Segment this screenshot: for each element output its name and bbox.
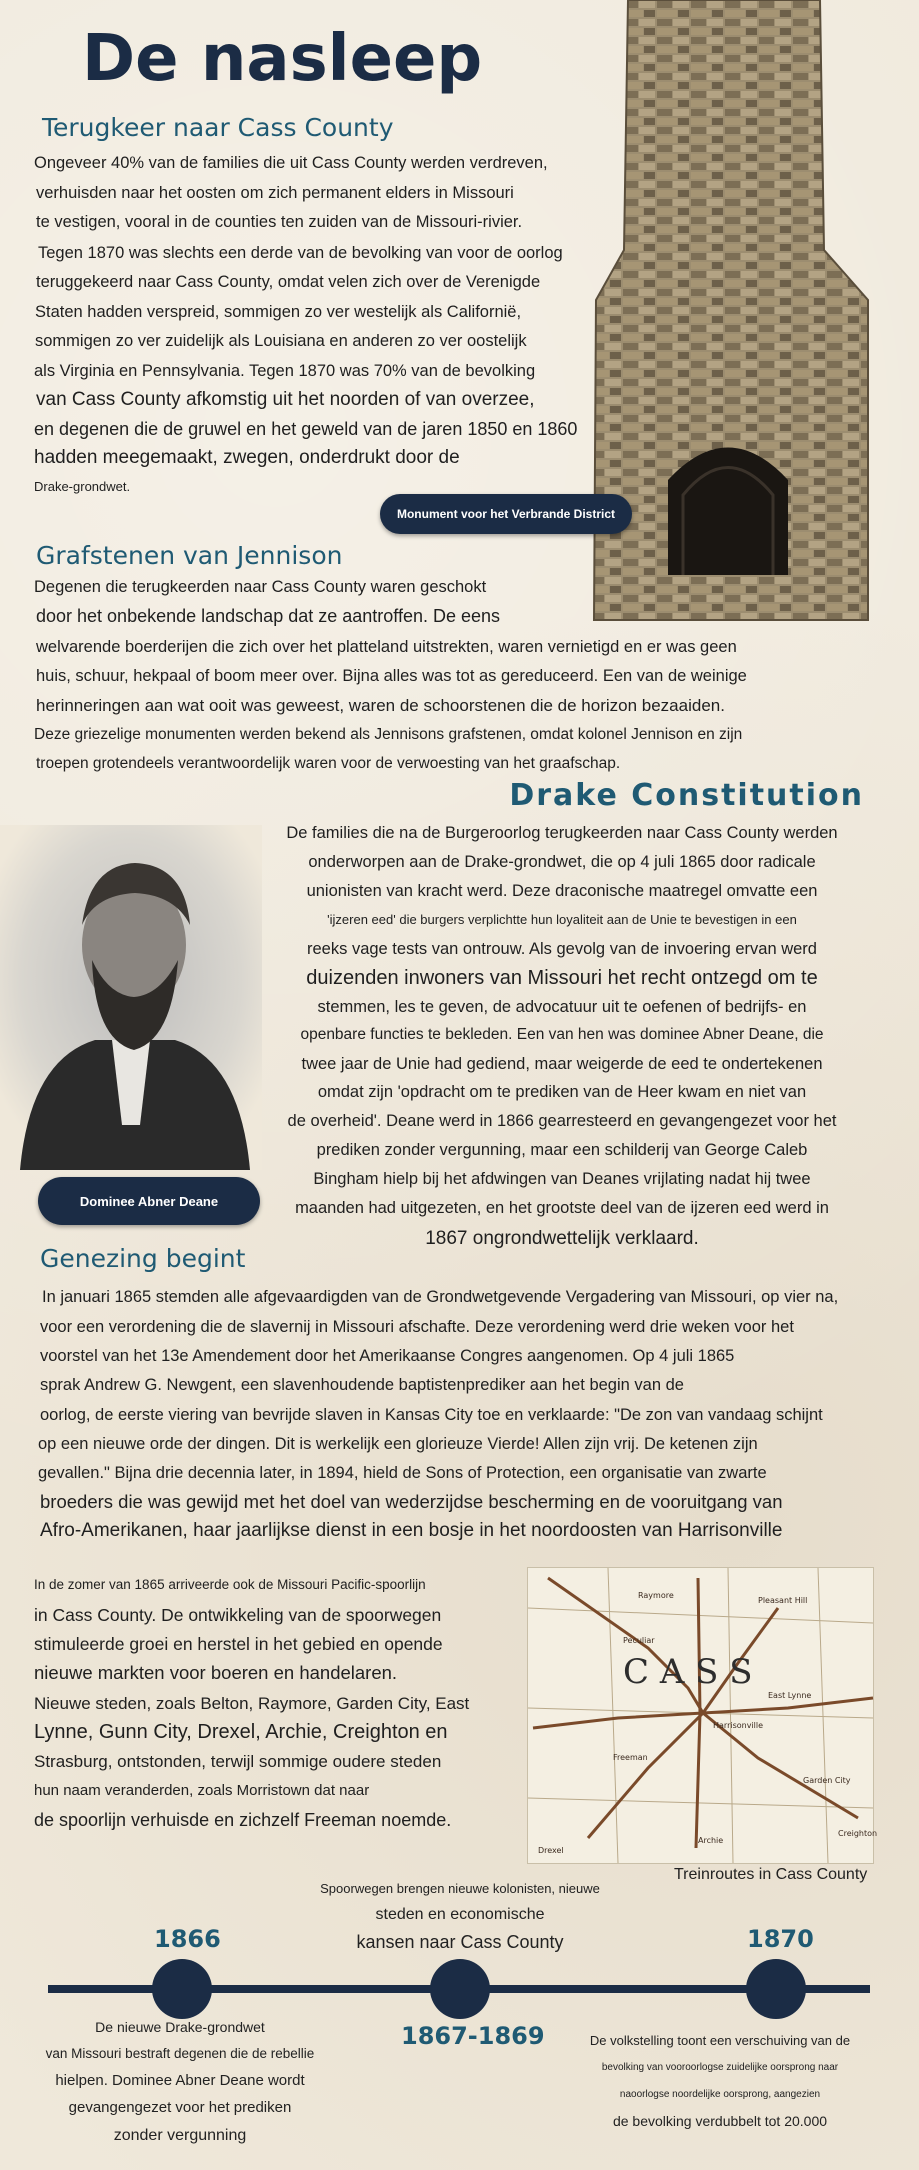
- drake-line: 1867 ongrondwettelijk verklaard.: [425, 1228, 699, 1249]
- timeline-marker[interactable]: [430, 1959, 490, 2019]
- timeline-1870-line: de bevolking verdubbelt tot 20.000: [612, 2113, 828, 2129]
- map-town-label: Garden City: [803, 1776, 851, 1785]
- drake-line: omdat zijn 'opdracht om te prediken van de Heer kwam en niet van: [317, 1083, 807, 1101]
- timeline-1866-line: van Missouri bestraft degenen die de rebellie: [45, 2046, 315, 2061]
- drake-line: Bingham hielp bij het afdwingen van Deanes vrijlating nadat hij twee: [313, 1170, 811, 1188]
- abner-deane-portrait: [0, 825, 262, 1170]
- timeline-1866-line: hielpen. Dominee Abner Deane wordt: [55, 2072, 305, 2089]
- page-title: De nasleep: [82, 22, 483, 96]
- drake-line: De families die na de Burgeroorlog terugkeerden naar Cass County werden: [286, 824, 838, 842]
- railroad-line: Strasburg, ontstonden, terwijl sommige oudere steden: [34, 1752, 442, 1771]
- railroad-line: Nieuwe steden, zoals Belton, Raymore, Garden City, East: [34, 1694, 470, 1713]
- timeline-year: 1866: [154, 1925, 221, 1953]
- map-town-label: Archie: [698, 1836, 724, 1845]
- map-town-label: Harrisonville: [713, 1721, 764, 1730]
- return-line: Ongeveer 40% van de families die uit Cass County werden verdreven,: [34, 154, 548, 172]
- section-heading-return: Terugkeer naar Cass County: [42, 113, 394, 142]
- timeline-intro-line: Spoorwegen brengen nieuwe kolonisten, nieuwe: [320, 1881, 600, 1896]
- railroad-line: de spoorlijn verhuisde en zichzelf Freeman noemde.: [34, 1810, 452, 1830]
- timeline-1866-line: De nieuwe Drake-grondwet: [95, 2019, 265, 2035]
- timeline-1866-line: gevangengezet voor het prediken: [68, 2099, 292, 2116]
- healing-line: gevallen." Bijna drie decennia later, in 1894, hield de Sons of Protection, een organisatie van zwarte: [38, 1464, 767, 1482]
- drake-line: reeks vage tests van ontrouw. Als gevolg van de invoering ervan werd: [307, 940, 817, 958]
- section-heading-drake: Drake Constitution: [509, 778, 864, 813]
- timeline-intro-line: kansen naar Cass County: [356, 1932, 564, 1952]
- chimney-monument-image: [588, 0, 874, 620]
- drake-line: stemmen, les te geven, de advocatuur uit te oefenen of bedrijfs- en: [317, 998, 807, 1016]
- healing-line: oorlog, de eerste viering van bevrijde slaven in Kansas City toe en verklaarde: "De zon van vandaag schijnt: [40, 1406, 823, 1424]
- map-town-label: East Lynne: [768, 1691, 812, 1700]
- railroad-line: In de zomer van 1865 arriveerde ook de Missouri Pacific-spoorlijn: [34, 1577, 426, 1592]
- timeline-year: 1870: [747, 1925, 814, 1953]
- drake-line: twee jaar de Unie had gediend, maar weigerde de eed te ondertekenen: [301, 1055, 823, 1073]
- drake-line: onderworpen aan de Drake-grondwet, die op 4 juli 1865 door radicale: [308, 853, 816, 871]
- return-line: sommigen zo ver zuidelijk als Louisiana en anderen zo ver oostelijk: [35, 332, 527, 350]
- healing-line: sprak Andrew G. Newgent, een slavenhoudende baptistenprediker aan het begin van de: [40, 1376, 684, 1394]
- return-line: hadden meegemaakt, zwegen, onderdrukt door de: [34, 447, 460, 468]
- timeline-1870-line: bevolking van vooroorlogse zuidelijke oorsprong naar: [601, 2062, 839, 2073]
- railroad-line: in Cass County. De ontwikkeling van de spoorwegen: [34, 1605, 442, 1625]
- gravestones-line: Deze griezelige monumenten werden bekend als Jennisons grafstenen, omdat kolonel Jennison en zijn: [34, 726, 743, 743]
- gravestones-line: troepen grotendeels verantwoordelijk waren voor de verwoesting van het graafschap.: [36, 755, 621, 772]
- gravestones-line: door het onbekende landschap dat ze aantroffen. De eens: [36, 606, 501, 626]
- return-line: Staten hadden verspreid, sommigen zo ver westelijk als Californië,: [35, 303, 522, 321]
- return-line: verhuisden naar het oosten om zich permanent elders in Missouri: [36, 184, 514, 202]
- healing-line: voor een verordening die de slavernij in Missouri afschafte. Deze verordening werd drie weken voor het: [40, 1318, 794, 1336]
- return-line: teruggekeerd naar Cass County, omdat velen zich over de Verenigde: [36, 273, 541, 291]
- section-heading-healing: Genezing begint: [40, 1244, 246, 1273]
- healing-line: Afro-Amerikanen, haar jaarlijkse dienst in een bosje in het noordoosten van Harrisonville: [40, 1520, 783, 1541]
- drake-line: maanden had uitgezeten, en het grootste deel van de ijzeren eed werd in: [295, 1199, 829, 1217]
- drake-line: unionisten van kracht werd. Deze draconische maatregel omvatte een: [306, 882, 818, 900]
- railroad-line: Lynne, Gunn City, Drexel, Archie, Creighton en: [34, 1721, 448, 1743]
- gravestones-line: Degenen die terugkeerden naar Cass County waren geschokt: [34, 578, 487, 596]
- map-county-label: C A S S: [623, 1652, 753, 1692]
- map-town-label: Raymore: [638, 1591, 674, 1600]
- drake-line: prediken zonder vergunning, maar een schilderij van George Caleb: [316, 1141, 808, 1159]
- return-line: als Virginia en Pennsylvania. Tegen 1870 was 70% van de bevolking: [34, 362, 536, 380]
- railroad-line: stimuleerde groei en herstel in het gebied en opende: [34, 1634, 443, 1654]
- timeline-year: 1867-1869: [401, 2022, 545, 2050]
- healing-line: op een nieuwe orde der dingen. Dit is werkelijk een glorieuze Vierde! Allen zijn vrij. De ketenen zijn: [38, 1435, 758, 1453]
- drake-line: duizenden inwoners van Missouri het recht ontzegd om te: [306, 967, 818, 989]
- map-caption: Treinroutes in Cass County: [674, 1866, 868, 1883]
- gravestones-line: welvarende boerderijen die zich over het platteland uitstrekten, waren vernietigd en er was geen: [36, 638, 737, 656]
- timeline-marker[interactable]: [746, 1959, 806, 2019]
- healing-line: broeders die was gewijd met het doel van wederzijdse bescherming en de vooruitgang van: [40, 1491, 783, 1512]
- gravestones-line: herinneringen aan wat ooit was geweest, waren de schoorstenen die de horizon bezaaiden.: [36, 696, 725, 715]
- return-line: te vestigen, vooral in de counties ten zuiden van de Missouri-rivier.: [36, 213, 523, 231]
- section-heading-gravestones: Grafstenen van Jennison: [36, 541, 343, 570]
- railroad-line: hun naam veranderden, zoals Morristown dat naar: [34, 1782, 370, 1799]
- drake-line: de overheid'. Deane werd in 1866 gearresteerd en gevangengezet voor het: [287, 1112, 837, 1130]
- cass-county-railroad-map: [527, 1567, 878, 1864]
- map-town-label: Creighton: [838, 1829, 878, 1838]
- return-line: Drake-grondwet.: [34, 479, 131, 494]
- return-line: en degenen die de gruwel en het geweld van de jaren 1850 en 1860: [34, 419, 578, 439]
- railroad-line: nieuwe markten voor boeren en handelaren.: [34, 1662, 398, 1683]
- map-town-label: Peculiar: [623, 1636, 655, 1645]
- timeline-1870-line: De volkstelling toont een verschuiving van de: [589, 2033, 851, 2048]
- return-line: van Cass County afkomstig uit het noorden of van overzee,: [36, 389, 535, 410]
- monument-button[interactable]: Monument voor het Verbrande District: [380, 494, 632, 534]
- drake-line: 'ijzeren eed' die burgers verplichtte hun loyaliteit aan de Unie te bevestigen in een: [327, 912, 797, 927]
- timeline-1870-line: naoorlogse noordelijke oorsprong, aangezien: [619, 2089, 821, 2100]
- map-town-label: Freeman: [613, 1753, 648, 1762]
- map-town-label: Pleasant Hill: [758, 1596, 808, 1605]
- healing-line: In januari 1865 stemden alle afgevaardigden van de Grondwetgevende Vergadering van Missouri, op vier na,: [42, 1288, 839, 1306]
- timeline-intro-line: steden en economische: [375, 1906, 545, 1923]
- abner-deane-button[interactable]: Dominee Abner Deane: [38, 1177, 260, 1225]
- map-town-label: Drexel: [538, 1846, 564, 1855]
- timeline-1866-line: zonder vergunning: [113, 2127, 247, 2144]
- healing-line: voorstel van het 13e Amendement door het Amerikaanse Congres aangenomen. Op 4 juli 1865: [40, 1347, 735, 1365]
- timeline-marker[interactable]: [152, 1959, 212, 2019]
- drake-line: openbare functies te bekleden. Een van hen was dominee Abner Deane, die: [300, 1026, 824, 1043]
- gravestones-line: huis, schuur, hekpaal of boom meer over. Bijna alles was tot as gereduceerd. Een van de weinige: [36, 667, 747, 685]
- return-line: Tegen 1870 was slechts een derde van de bevolking van voor de oorlog: [38, 244, 563, 262]
